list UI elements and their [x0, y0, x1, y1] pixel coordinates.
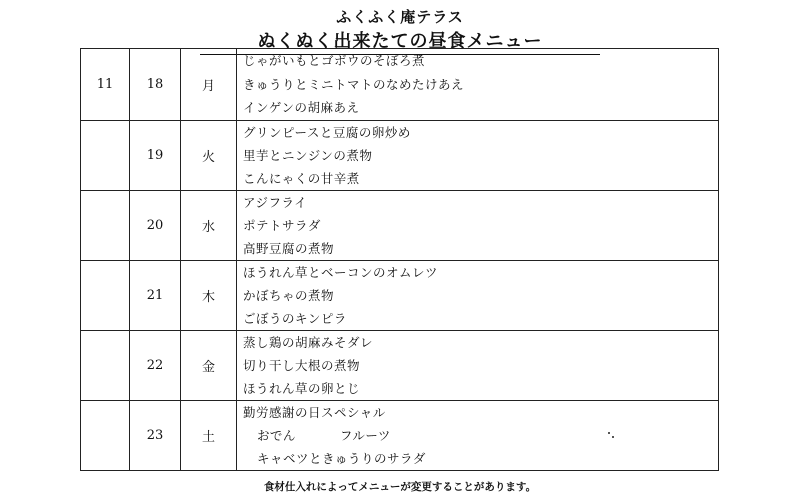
day-cell: 23: [130, 400, 181, 470]
dish-item: 勤労感謝の日スペシャル: [243, 404, 386, 420]
menu-row-20: [81, 190, 719, 260]
dish-item: 蒸し鶏の胡麻みそダレ: [243, 334, 374, 350]
dish-item: こんにゃくの甘辛煮: [243, 170, 360, 186]
menu-row-23: [81, 400, 719, 470]
lunch-menu-table: [80, 48, 719, 471]
dish-item: ポテトサラダ: [243, 217, 321, 233]
menu-row-18: [81, 49, 719, 121]
month-cell-empty: [81, 190, 130, 260]
dish-item: キャベツときゅうりのサラダ: [257, 450, 426, 466]
dishes-cell: [237, 49, 719, 121]
day-cell: 18: [130, 49, 181, 121]
month-cell-empty: [81, 260, 130, 330]
month-cell-empty: [81, 400, 130, 470]
menu-row-19: [81, 120, 719, 190]
menu-title-text: ぬくぬく出来たての昼食メニュー: [257, 31, 543, 52]
day-cell: 19: [130, 120, 181, 190]
dish-item: アジフライ: [243, 194, 308, 210]
day-cell: 20: [130, 190, 181, 260]
dish-item: じゃがいもとゴボウのそぼろ煮: [243, 53, 426, 68]
month-cell: 11: [81, 49, 130, 121]
dish-item: インゲンの胡麻あえ: [243, 100, 360, 115]
scan-dot: [608, 432, 610, 434]
month-cell-empty: [81, 330, 130, 400]
weekday-cell: 火: [181, 120, 237, 190]
dish-item: ごぼうのキンピラ: [243, 310, 347, 326]
menu-change-notice: 食材仕入れによってメニューが変更することがあります。: [263, 481, 537, 493]
restaurant-name: ふくふく庵テラス: [336, 8, 464, 26]
dish-item: ほうれん草とベーコンのオムレツ: [243, 264, 439, 280]
dish-item: きゅうりとミニトマトのなめたけあえ: [243, 76, 465, 92]
menu-title: [0, 27, 800, 52]
dish-item: ほうれん草の卵とじ: [243, 380, 361, 396]
weekday-cell: 木: [181, 260, 237, 330]
day-cell: 22: [130, 330, 181, 400]
weekday-cell: 水: [181, 190, 237, 260]
day-cell: 21: [130, 260, 181, 330]
dish-item-indented: [243, 447, 718, 470]
month-cell-empty: [81, 120, 130, 190]
dishes-cell: [237, 120, 719, 190]
dish-item: 里芋とニンジンの煮物: [243, 147, 373, 163]
menu-row-22: [81, 330, 719, 400]
weekday-cell: 土: [181, 400, 237, 470]
dishes-cell: [237, 330, 719, 400]
dish-item-pair: [243, 424, 718, 447]
dishes-cell: [237, 400, 719, 470]
weekday-cell: 金: [181, 330, 237, 400]
dish-item: 高野豆腐の煮物: [243, 240, 335, 256]
dishes-cell: [237, 190, 719, 260]
dish-item: 切り干し大根の煮物: [243, 357, 361, 373]
dish-item: フルーツ: [339, 427, 391, 443]
dish-item: かぼちゃの煮物: [243, 287, 335, 303]
weekday-cell: 月: [181, 49, 237, 121]
dishes-cell: [237, 260, 719, 330]
menu-row-21: [81, 260, 719, 330]
scan-dot: [612, 436, 614, 438]
dish-item: グリンピースと豆腐の卵炒め: [243, 124, 411, 140]
dish-item: おでん: [257, 427, 296, 443]
